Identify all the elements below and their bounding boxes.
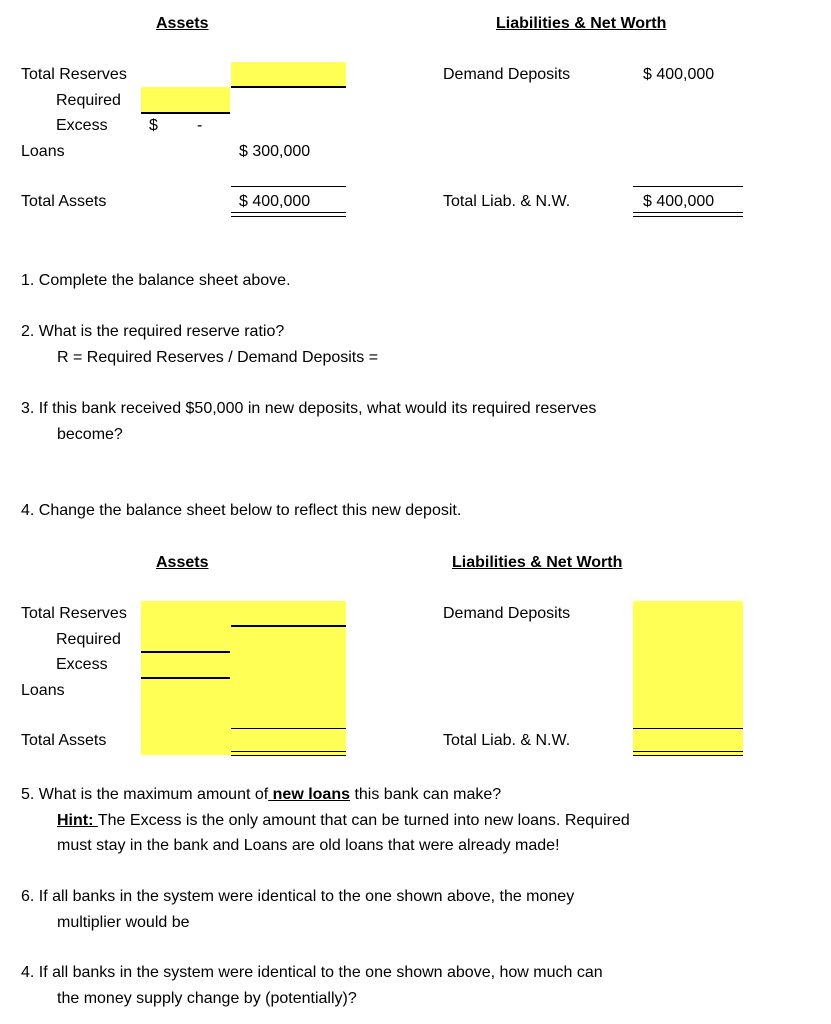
liabilities-header: Liabilities & Net Worth xyxy=(496,15,667,32)
total-assets-label: Total Assets xyxy=(21,193,107,210)
question-4: 4. Change the balance sheet below to reflect this new deposit. xyxy=(21,502,462,519)
question-5-text-end: this bank can make? xyxy=(350,786,502,803)
question-3 xyxy=(21,396,596,447)
total-assets-value: $ 400,000 xyxy=(239,193,311,210)
question-6-line1: 6. If all banks in the system were identical to the one shown above, the money xyxy=(21,888,575,905)
assets-header-2: Assets xyxy=(156,554,209,571)
question-1: 1. Complete the balance sheet above. xyxy=(21,272,291,289)
total-reserves-label: Total Reserves xyxy=(21,66,127,83)
demand-deposits-value: $ 400,000 xyxy=(643,66,715,83)
new-loans-emphasis: new loans xyxy=(268,786,350,803)
total-liab-double-underline xyxy=(633,212,743,217)
total-assets-label-2: Total Assets xyxy=(21,732,107,749)
required-label-2: Required xyxy=(56,631,121,648)
question-6 xyxy=(21,884,574,935)
demand-deposits-label: Demand Deposits xyxy=(443,66,571,83)
total-assets-topline-2 xyxy=(231,728,346,729)
total-liab-double-underline-2 xyxy=(633,751,743,756)
question-3-line1: 3. If this bank received $50,000 in new deposits, what would its required reserves xyxy=(21,400,597,417)
question-5-text: 5. What is the maximum amount of xyxy=(21,786,269,803)
hint-label: Hint: xyxy=(57,811,98,829)
excess-label-2: Excess xyxy=(56,656,108,673)
liabilities-answer-area[interactable] xyxy=(633,601,743,755)
question-5-line1 xyxy=(21,782,630,808)
question-7-line1: 4. If all banks in the system were identical to the one shown above, how much can xyxy=(21,964,603,981)
excess-dollar: $ xyxy=(149,117,158,134)
question-6-line2: multiplier would be xyxy=(57,913,190,931)
total-assets-double-underline-2 xyxy=(231,751,346,756)
question-7 xyxy=(21,960,603,1011)
question-2-line2: R = Required Reserves / Demand Deposits = xyxy=(57,348,379,366)
question-7-line2: the money supply change by (potentially)? xyxy=(57,989,357,1007)
total-reserves-label-2: Total Reserves xyxy=(21,605,127,622)
total-liab-value: $ 400,000 xyxy=(643,193,715,210)
total-reserves-underline xyxy=(231,86,346,88)
required-underline-2 xyxy=(141,651,230,653)
question-5 xyxy=(21,782,630,859)
excess-underline-2 xyxy=(141,677,230,679)
total-assets-topline xyxy=(231,186,346,187)
total-reserves-answer-cell[interactable] xyxy=(231,62,346,86)
required-answer-cell[interactable] xyxy=(141,87,230,112)
total-liab-topline-2 xyxy=(633,728,743,729)
loans-label: Loans xyxy=(21,143,65,160)
demand-deposits-label-2: Demand Deposits xyxy=(443,605,571,622)
total-reserves-underline-2 xyxy=(231,625,346,627)
hint-text: The Excess is the only amount that can be turned into new loans. Required xyxy=(97,811,630,829)
total-assets-double-underline xyxy=(231,212,346,217)
hint-line-2: must stay in the bank and Loans are old loans that were already made! xyxy=(57,837,560,854)
total-liab-label-2: Total Liab. & N.W. xyxy=(443,732,571,749)
loans-value: $ 300,000 xyxy=(239,143,311,160)
loans-label-2: Loans xyxy=(21,682,65,699)
required-underline xyxy=(141,112,230,114)
required-label: Required xyxy=(56,92,121,109)
total-liab-topline xyxy=(633,186,743,187)
liabilities-header-2: Liabilities & Net Worth xyxy=(452,554,623,571)
total-liab-label: Total Liab. & N.W. xyxy=(443,193,571,210)
excess-value: - xyxy=(197,117,203,134)
question-3-line2: become? xyxy=(57,425,123,443)
assets-header: Assets xyxy=(156,15,209,32)
excess-label: Excess xyxy=(56,117,108,134)
hint-line xyxy=(21,808,630,834)
question-2 xyxy=(21,319,378,370)
question-2-line1: 2. What is the required reserve ratio? xyxy=(21,323,285,340)
